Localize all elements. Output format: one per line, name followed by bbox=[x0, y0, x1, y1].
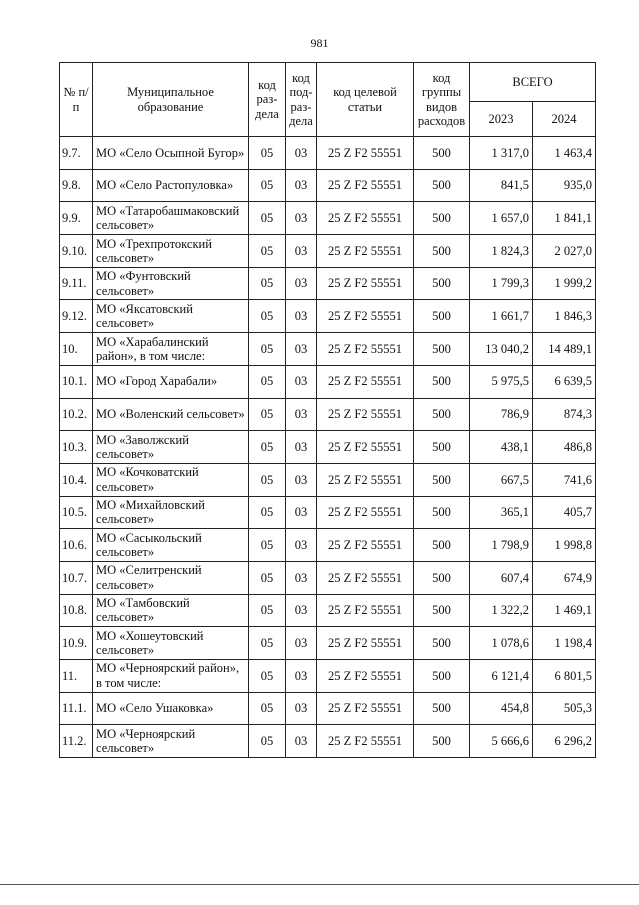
expense-group-code: 500 bbox=[414, 431, 470, 464]
subsection-code: 03 bbox=[286, 300, 317, 333]
amount-2024: 14 489,1 bbox=[533, 333, 596, 366]
expense-group-code: 500 bbox=[414, 202, 470, 235]
amount-2023: 438,1 bbox=[470, 431, 533, 464]
municipality-name: МО «Харабалинский район», в том числе: bbox=[93, 333, 249, 366]
amount-2024: 874,3 bbox=[533, 398, 596, 431]
section-code: 05 bbox=[249, 463, 286, 496]
amount-2023: 5 666,6 bbox=[470, 725, 533, 758]
target-code: 25 Z F2 55551 bbox=[317, 431, 414, 464]
amount-2023: 454,8 bbox=[470, 692, 533, 725]
row-num: 11. bbox=[60, 660, 93, 693]
header-target: код целевой статьи bbox=[317, 63, 414, 137]
target-code: 25 Z F2 55551 bbox=[317, 561, 414, 594]
section-code: 05 bbox=[249, 267, 286, 300]
subsection-code: 03 bbox=[286, 692, 317, 725]
section-code: 05 bbox=[249, 627, 286, 660]
section-code: 05 bbox=[249, 594, 286, 627]
header-year-2024: 2024 bbox=[533, 102, 596, 137]
amount-2023: 1 799,3 bbox=[470, 267, 533, 300]
amount-2023: 1 317,0 bbox=[470, 137, 533, 170]
section-code: 05 bbox=[249, 235, 286, 268]
amount-2024: 505,3 bbox=[533, 692, 596, 725]
table-row bbox=[60, 169, 596, 202]
expense-group-code: 500 bbox=[414, 333, 470, 366]
target-code: 25 Z F2 55551 bbox=[317, 235, 414, 268]
municipality-name: МО «Хошеутовский сельсовет» bbox=[93, 627, 249, 660]
amount-2024: 935,0 bbox=[533, 169, 596, 202]
amount-2024: 1 846,3 bbox=[533, 300, 596, 333]
table-row bbox=[60, 235, 596, 268]
subsection-code: 03 bbox=[286, 594, 317, 627]
row-num: 9.8. bbox=[60, 169, 93, 202]
row-num: 10.2. bbox=[60, 398, 93, 431]
expense-group-code: 500 bbox=[414, 365, 470, 398]
municipality-name: МО «Воленский сельсовет» bbox=[93, 398, 249, 431]
table-row bbox=[60, 660, 596, 693]
table-row bbox=[60, 398, 596, 431]
table-row bbox=[60, 529, 596, 562]
municipality-name: МО «Село Осыпной Бугор» bbox=[93, 137, 249, 170]
expense-group-code: 500 bbox=[414, 660, 470, 693]
municipality-name: МО «Фунтовский сельсовет» bbox=[93, 267, 249, 300]
municipality-name: МО «Кочковатский сельсовет» bbox=[93, 463, 249, 496]
target-code: 25 Z F2 55551 bbox=[317, 169, 414, 202]
amount-2024: 486,8 bbox=[533, 431, 596, 464]
target-code: 25 Z F2 55551 bbox=[317, 725, 414, 758]
amount-2023: 1 322,2 bbox=[470, 594, 533, 627]
table-row bbox=[60, 300, 596, 333]
amount-2023: 607,4 bbox=[470, 561, 533, 594]
amount-2024: 1 841,1 bbox=[533, 202, 596, 235]
amount-2023: 667,5 bbox=[470, 463, 533, 496]
amount-2023: 841,5 bbox=[470, 169, 533, 202]
section-code: 05 bbox=[249, 398, 286, 431]
municipality-name: МО «Татаробашмаковский сельсовет» bbox=[93, 202, 249, 235]
expense-group-code: 500 bbox=[414, 169, 470, 202]
page-number: 981 bbox=[310, 36, 329, 50]
target-code: 25 Z F2 55551 bbox=[317, 137, 414, 170]
expense-group-code: 500 bbox=[414, 137, 470, 170]
amount-2024: 674,9 bbox=[533, 561, 596, 594]
section-code: 05 bbox=[249, 137, 286, 170]
amount-2024: 741,6 bbox=[533, 463, 596, 496]
target-code: 25 Z F2 55551 bbox=[317, 496, 414, 529]
table-row bbox=[60, 365, 596, 398]
row-num: 10.8. bbox=[60, 594, 93, 627]
row-num: 9.11. bbox=[60, 267, 93, 300]
table-row bbox=[60, 431, 596, 464]
subsection-code: 03 bbox=[286, 267, 317, 300]
amount-2024: 1 463,4 bbox=[533, 137, 596, 170]
table-row bbox=[60, 333, 596, 366]
row-num: 10.1. bbox=[60, 365, 93, 398]
amount-2023: 6 121,4 bbox=[470, 660, 533, 693]
target-code: 25 Z F2 55551 bbox=[317, 333, 414, 366]
amount-2024: 1 998,8 bbox=[533, 529, 596, 562]
section-code: 05 bbox=[249, 169, 286, 202]
row-num: 9.12. bbox=[60, 300, 93, 333]
table-row bbox=[60, 463, 596, 496]
bottom-divider bbox=[0, 884, 639, 885]
row-num: 10.3. bbox=[60, 431, 93, 464]
amount-2024: 1 999,2 bbox=[533, 267, 596, 300]
section-code: 05 bbox=[249, 725, 286, 758]
row-num: 10.6. bbox=[60, 529, 93, 562]
target-code: 25 Z F2 55551 bbox=[317, 627, 414, 660]
expense-group-code: 500 bbox=[414, 561, 470, 594]
amount-2024: 6 801,5 bbox=[533, 660, 596, 693]
row-num: 9.7. bbox=[60, 137, 93, 170]
target-code: 25 Z F2 55551 bbox=[317, 267, 414, 300]
row-num: 10.5. bbox=[60, 496, 93, 529]
expense-group-code: 500 bbox=[414, 235, 470, 268]
subsection-code: 03 bbox=[286, 202, 317, 235]
section-code: 05 bbox=[249, 660, 286, 693]
row-num: 10.4. bbox=[60, 463, 93, 496]
table-row bbox=[60, 137, 596, 170]
section-code: 05 bbox=[249, 561, 286, 594]
subsection-code: 03 bbox=[286, 561, 317, 594]
subsection-code: 03 bbox=[286, 431, 317, 464]
municipality-name: МО «Яксатовский сельсовет» bbox=[93, 300, 249, 333]
table-row bbox=[60, 725, 596, 758]
section-code: 05 bbox=[249, 333, 286, 366]
table-row bbox=[60, 202, 596, 235]
amount-2024: 6 296,2 bbox=[533, 725, 596, 758]
subsection-code: 03 bbox=[286, 627, 317, 660]
subsection-code: 03 bbox=[286, 137, 317, 170]
amount-2024: 1 469,1 bbox=[533, 594, 596, 627]
municipality-name: МО «Селитренский сельсовет» bbox=[93, 561, 249, 594]
target-code: 25 Z F2 55551 bbox=[317, 202, 414, 235]
expense-group-code: 500 bbox=[414, 594, 470, 627]
expense-group-code: 500 bbox=[414, 725, 470, 758]
subsection-code: 03 bbox=[286, 398, 317, 431]
amount-2024: 6 639,5 bbox=[533, 365, 596, 398]
row-num: 11.1. bbox=[60, 692, 93, 725]
expense-group-code: 500 bbox=[414, 496, 470, 529]
expense-group-code: 500 bbox=[414, 627, 470, 660]
row-num: 9.9. bbox=[60, 202, 93, 235]
section-code: 05 bbox=[249, 529, 286, 562]
table-row bbox=[60, 496, 596, 529]
amount-2023: 13 040,2 bbox=[470, 333, 533, 366]
row-num: 9.10. bbox=[60, 235, 93, 268]
row-num: 10.7. bbox=[60, 561, 93, 594]
amount-2023: 1 657,0 bbox=[470, 202, 533, 235]
expense-group-code: 500 bbox=[414, 398, 470, 431]
municipality-name: МО «Заволжский сельсовет» bbox=[93, 431, 249, 464]
subsection-code: 03 bbox=[286, 333, 317, 366]
municipality-name: МО «Черноярский район», в том числе: bbox=[93, 660, 249, 693]
municipality-name: МО «Село Растопуловка» bbox=[93, 169, 249, 202]
table-header bbox=[60, 63, 596, 137]
subsection-code: 03 bbox=[286, 529, 317, 562]
subsection-code: 03 bbox=[286, 235, 317, 268]
expense-group-code: 500 bbox=[414, 529, 470, 562]
table-row bbox=[60, 594, 596, 627]
subsection-code: 03 bbox=[286, 169, 317, 202]
target-code: 25 Z F2 55551 bbox=[317, 660, 414, 693]
municipality-name: МО «Михайловский сельсовет» bbox=[93, 496, 249, 529]
municipality-name: МО «Сасыкольский сельсовет» bbox=[93, 529, 249, 562]
header-municipality: Муниципальное образование bbox=[93, 63, 249, 137]
header-section: код раз- дела bbox=[249, 63, 286, 137]
row-num: 10. bbox=[60, 333, 93, 366]
amount-2023: 1 798,9 bbox=[470, 529, 533, 562]
subsection-code: 03 bbox=[286, 725, 317, 758]
table-row bbox=[60, 561, 596, 594]
header-total: ВСЕГО bbox=[470, 63, 596, 102]
subsection-code: 03 bbox=[286, 496, 317, 529]
amount-2024: 1 198,4 bbox=[533, 627, 596, 660]
amount-2023: 5 975,5 bbox=[470, 365, 533, 398]
row-num: 10.9. bbox=[60, 627, 93, 660]
amount-2023: 786,9 bbox=[470, 398, 533, 431]
amount-2023: 365,1 bbox=[470, 496, 533, 529]
municipality-name: МО «Тамбовский сельсовет» bbox=[93, 594, 249, 627]
target-code: 25 Z F2 55551 bbox=[317, 398, 414, 431]
municipality-name: МО «Черноярский сельсовет» bbox=[93, 725, 249, 758]
amount-2023: 1 661,7 bbox=[470, 300, 533, 333]
expense-group-code: 500 bbox=[414, 267, 470, 300]
target-code: 25 Z F2 55551 bbox=[317, 529, 414, 562]
table-body bbox=[60, 137, 596, 758]
header-expense-group: код группы видов расходов bbox=[414, 63, 470, 137]
amount-2023: 1 824,3 bbox=[470, 235, 533, 268]
table-row bbox=[60, 692, 596, 725]
header-num: № п/п bbox=[60, 63, 93, 137]
section-code: 05 bbox=[249, 202, 286, 235]
municipality-name: МО «Город Харабали» bbox=[93, 365, 249, 398]
municipality-name: МО «Трехпротокский сельсовет» bbox=[93, 235, 249, 268]
section-code: 05 bbox=[249, 431, 286, 464]
header-subsection: код под- раз- дела bbox=[286, 63, 317, 137]
expense-group-code: 500 bbox=[414, 463, 470, 496]
target-code: 25 Z F2 55551 bbox=[317, 594, 414, 627]
table-row bbox=[60, 627, 596, 660]
target-code: 25 Z F2 55551 bbox=[317, 463, 414, 496]
target-code: 25 Z F2 55551 bbox=[317, 365, 414, 398]
target-code: 25 Z F2 55551 bbox=[317, 692, 414, 725]
target-code: 25 Z F2 55551 bbox=[317, 300, 414, 333]
header-year-2023: 2023 bbox=[470, 102, 533, 137]
expense-group-code: 500 bbox=[414, 692, 470, 725]
subsection-code: 03 bbox=[286, 365, 317, 398]
municipality-name: МО «Село Ушаковка» bbox=[93, 692, 249, 725]
row-num: 11.2. bbox=[60, 725, 93, 758]
amount-2024: 405,7 bbox=[533, 496, 596, 529]
amount-2023: 1 078,6 bbox=[470, 627, 533, 660]
section-code: 05 bbox=[249, 300, 286, 333]
table-row bbox=[60, 267, 596, 300]
subsection-code: 03 bbox=[286, 660, 317, 693]
section-code: 05 bbox=[249, 496, 286, 529]
section-code: 05 bbox=[249, 365, 286, 398]
section-code: 05 bbox=[249, 692, 286, 725]
amount-2024: 2 027,0 bbox=[533, 235, 596, 268]
budget-table bbox=[59, 62, 596, 758]
expense-group-code: 500 bbox=[414, 300, 470, 333]
subsection-code: 03 bbox=[286, 463, 317, 496]
